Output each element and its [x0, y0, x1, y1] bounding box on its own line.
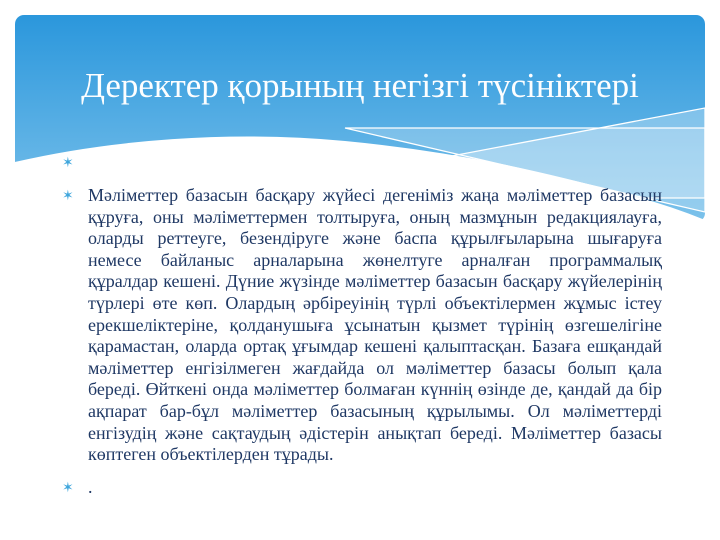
content-bullet-list — [62, 152, 662, 510]
star-bullet-icon: ✶ — [62, 188, 74, 204]
bullet-text-paragraph: Мәліметтер базасын басқару жүйесі дегеніміз жаңа мәліметтер базасын құруға, оны мәліметтермен толтыруға, оның мазмұнын редакциялауға, оларды реттеуге, безендіруге және баспа құрылғыларына шығаруға немесе байланыс арналарына жөнелтуге арналған программалық құралдар кешені. Дүние жүзінде мәліметтер базасын басқару жүйелерінің түрлері өте көп. Олардың әрбіреуінің түрлі объектілермен жұмыс істеу ерекшеліктеріне, қолданушыға ұсынатын қызмет түрінің өзгешелігіне қарамастан, оларда ортақ ұғымдар кешені қалыптасқан. Базаға ешқандай мәліметтер енгізілмеген жағдайда ол мәліметтер базасы болып қала береді. Өйткені онда мәліметтер болмаған күннің өзінде де, қандай да бір ақпарат бар-бұл мәліметтер базасының құрылымы. Ол мәліметтерді енгізудің және сақтаудың әдістерін анықтап береді. Мәліметтер базасы көптеген объектілерден тұрады. — [88, 185, 662, 465]
page-title: Деректер қорының негізгі түсініктері — [81, 66, 639, 106]
star-bullet-icon: ✶ — [62, 155, 74, 171]
list-item — [62, 477, 662, 499]
list-item — [62, 185, 662, 466]
bullet-text-period: . — [88, 476, 93, 497]
list-item — [62, 152, 662, 174]
star-bullet-icon: ✶ — [62, 479, 74, 496]
